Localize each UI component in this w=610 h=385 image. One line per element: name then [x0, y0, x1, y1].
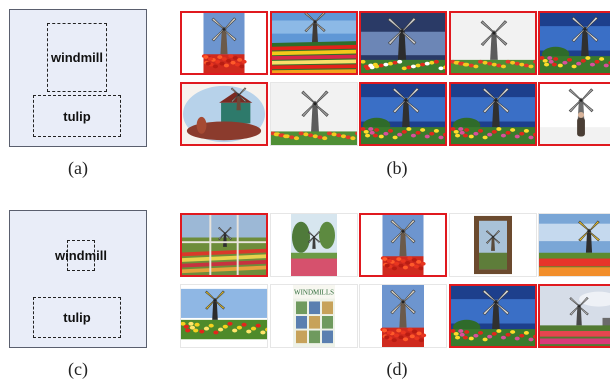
result-thumbnail — [359, 284, 447, 348]
tulip-region-a — [33, 95, 121, 137]
windmill-region-a — [47, 23, 107, 92]
result-grid-d — [180, 213, 610, 348]
result-thumbnail — [270, 213, 358, 277]
result-grid-b — [180, 11, 610, 146]
result-thumbnail — [180, 213, 268, 277]
caption-c: (c) — [68, 359, 88, 379]
caption-b: (b) — [386, 158, 408, 178]
region-label-tulip: tulip — [63, 108, 91, 124]
result-thumbnail — [538, 213, 610, 277]
result-thumbnail — [180, 11, 268, 75]
result-thumbnail — [449, 11, 537, 75]
result-thumbnail — [359, 82, 447, 146]
result-thumbnail — [359, 11, 447, 75]
result-thumbnail — [180, 82, 268, 146]
caption-d: (d) — [386, 359, 408, 379]
region-label-tulip: tulip — [63, 310, 91, 325]
svg-text:WINDMILLS: WINDMILLS — [293, 289, 334, 297]
result-thumbnail — [538, 11, 610, 75]
caption-a: (a) — [68, 158, 88, 178]
result-thumbnail — [270, 284, 358, 348]
result-thumbnail — [449, 82, 537, 146]
result-thumbnail — [538, 284, 610, 348]
result-thumbnail — [449, 284, 537, 348]
result-thumbnail — [270, 11, 358, 75]
region-label-windmill: windmill — [55, 248, 107, 263]
result-thumbnail — [270, 82, 358, 146]
tulip-region-c — [33, 297, 121, 338]
result-thumbnail — [180, 284, 268, 348]
result-thumbnail — [538, 82, 610, 146]
result-thumbnail — [359, 213, 447, 277]
result-thumbnail — [449, 213, 537, 277]
layout-canvas-a — [9, 9, 147, 147]
layout-canvas-c — [9, 210, 147, 348]
windmill-region-c — [55, 240, 107, 271]
region-label-windmill: windmill — [51, 50, 103, 65]
